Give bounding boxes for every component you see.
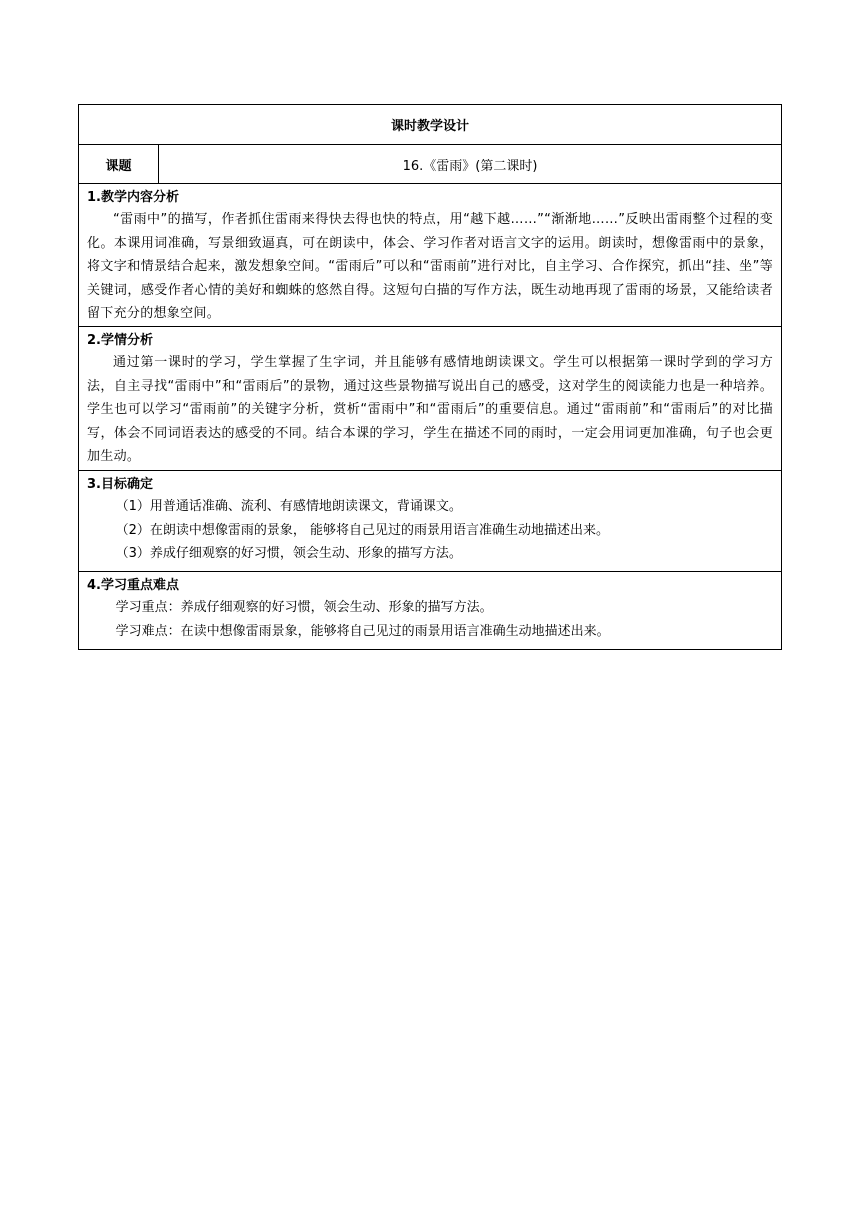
section-key-points <box>79 572 781 649</box>
section-student-analysis <box>79 327 781 471</box>
section-heading: 2.学情分析 <box>87 333 153 348</box>
objective-item: （2）在朗读中想像雷雨的景象， 能够将自己见过的雨景用语言准确生动地描述出来。 <box>115 522 609 538</box>
topic-value: 16.《雷雨》(第二课时) <box>402 158 538 174</box>
table-title: 课时教学设计 <box>390 119 469 134</box>
section-heading: 4.学习重点难点 <box>87 578 179 593</box>
section-paragraph: 通过第一课时的学习，学生掌握了生字词，并且能够有感情地朗读课文。学生可以根据第一课时学到的学习方法，自主寻找“雷雨中”和“雷雨后”的景物，通过这些景物描写说出自己的感受，这对学生的阅读能力也是一种培养。学生也可以学习“雷雨前”的关键字分析，赏析“雷雨中”和“雷雨后”的重要信息。通过“雷雨前”和“雷雨后”的对比描写，体会不同词语表达的感受的不同。结合本课的学习，学生在描述不同的雨时，一定会用词更加准确，句子也会更加生动。 <box>87 355 773 464</box>
key-point-item: 学习重点：养成仔细观察的好习惯，领会生动、形象的描写方法。 <box>115 600 493 615</box>
topic-label: 课题 <box>79 145 159 183</box>
objective-item: （1）用普通话准确、流利、有感情地朗读课文，背诵课文。 <box>115 499 462 514</box>
section-objectives <box>79 471 781 572</box>
section-content-analysis <box>79 184 781 327</box>
lesson-design-table <box>78 104 782 650</box>
topic-row <box>79 145 781 184</box>
section-heading: 3.目标确定 <box>87 477 153 492</box>
section-paragraph: “雷雨中”的描写，作者抓住雷雨来得快去得也快的特点，用“越下越……”“渐渐地……”反映出雷雨整个过程的变化。本课用词准确，写景细致逼真，可在朗读中，体会、学习作者对语言文字的运用。朗读时，想像雷雨中的景象，将文字和情景结合起来，激发想象空间。“雷雨后”可以和“雷雨前”进行对比，自主学习、合作探究，抓出“挂、坐”等关键词，感受作者心情的美好和蜘蛛的悠然自得。这短句白描的写作方法，既生动地再现了雷雨的场景，又能给读者留下充分的想象空间。 <box>87 212 773 321</box>
objective-item: （3）养成仔细观察的好习惯，领会生动、形象的描写方法。 <box>115 546 462 561</box>
table-title-row <box>79 105 781 145</box>
difficulty-item: 学习难点：在读中想像雷雨景象，能够将自己见过的雨景用语言准确生动地描述出来。 <box>115 623 610 639</box>
section-heading: 1.教学内容分析 <box>87 190 179 205</box>
